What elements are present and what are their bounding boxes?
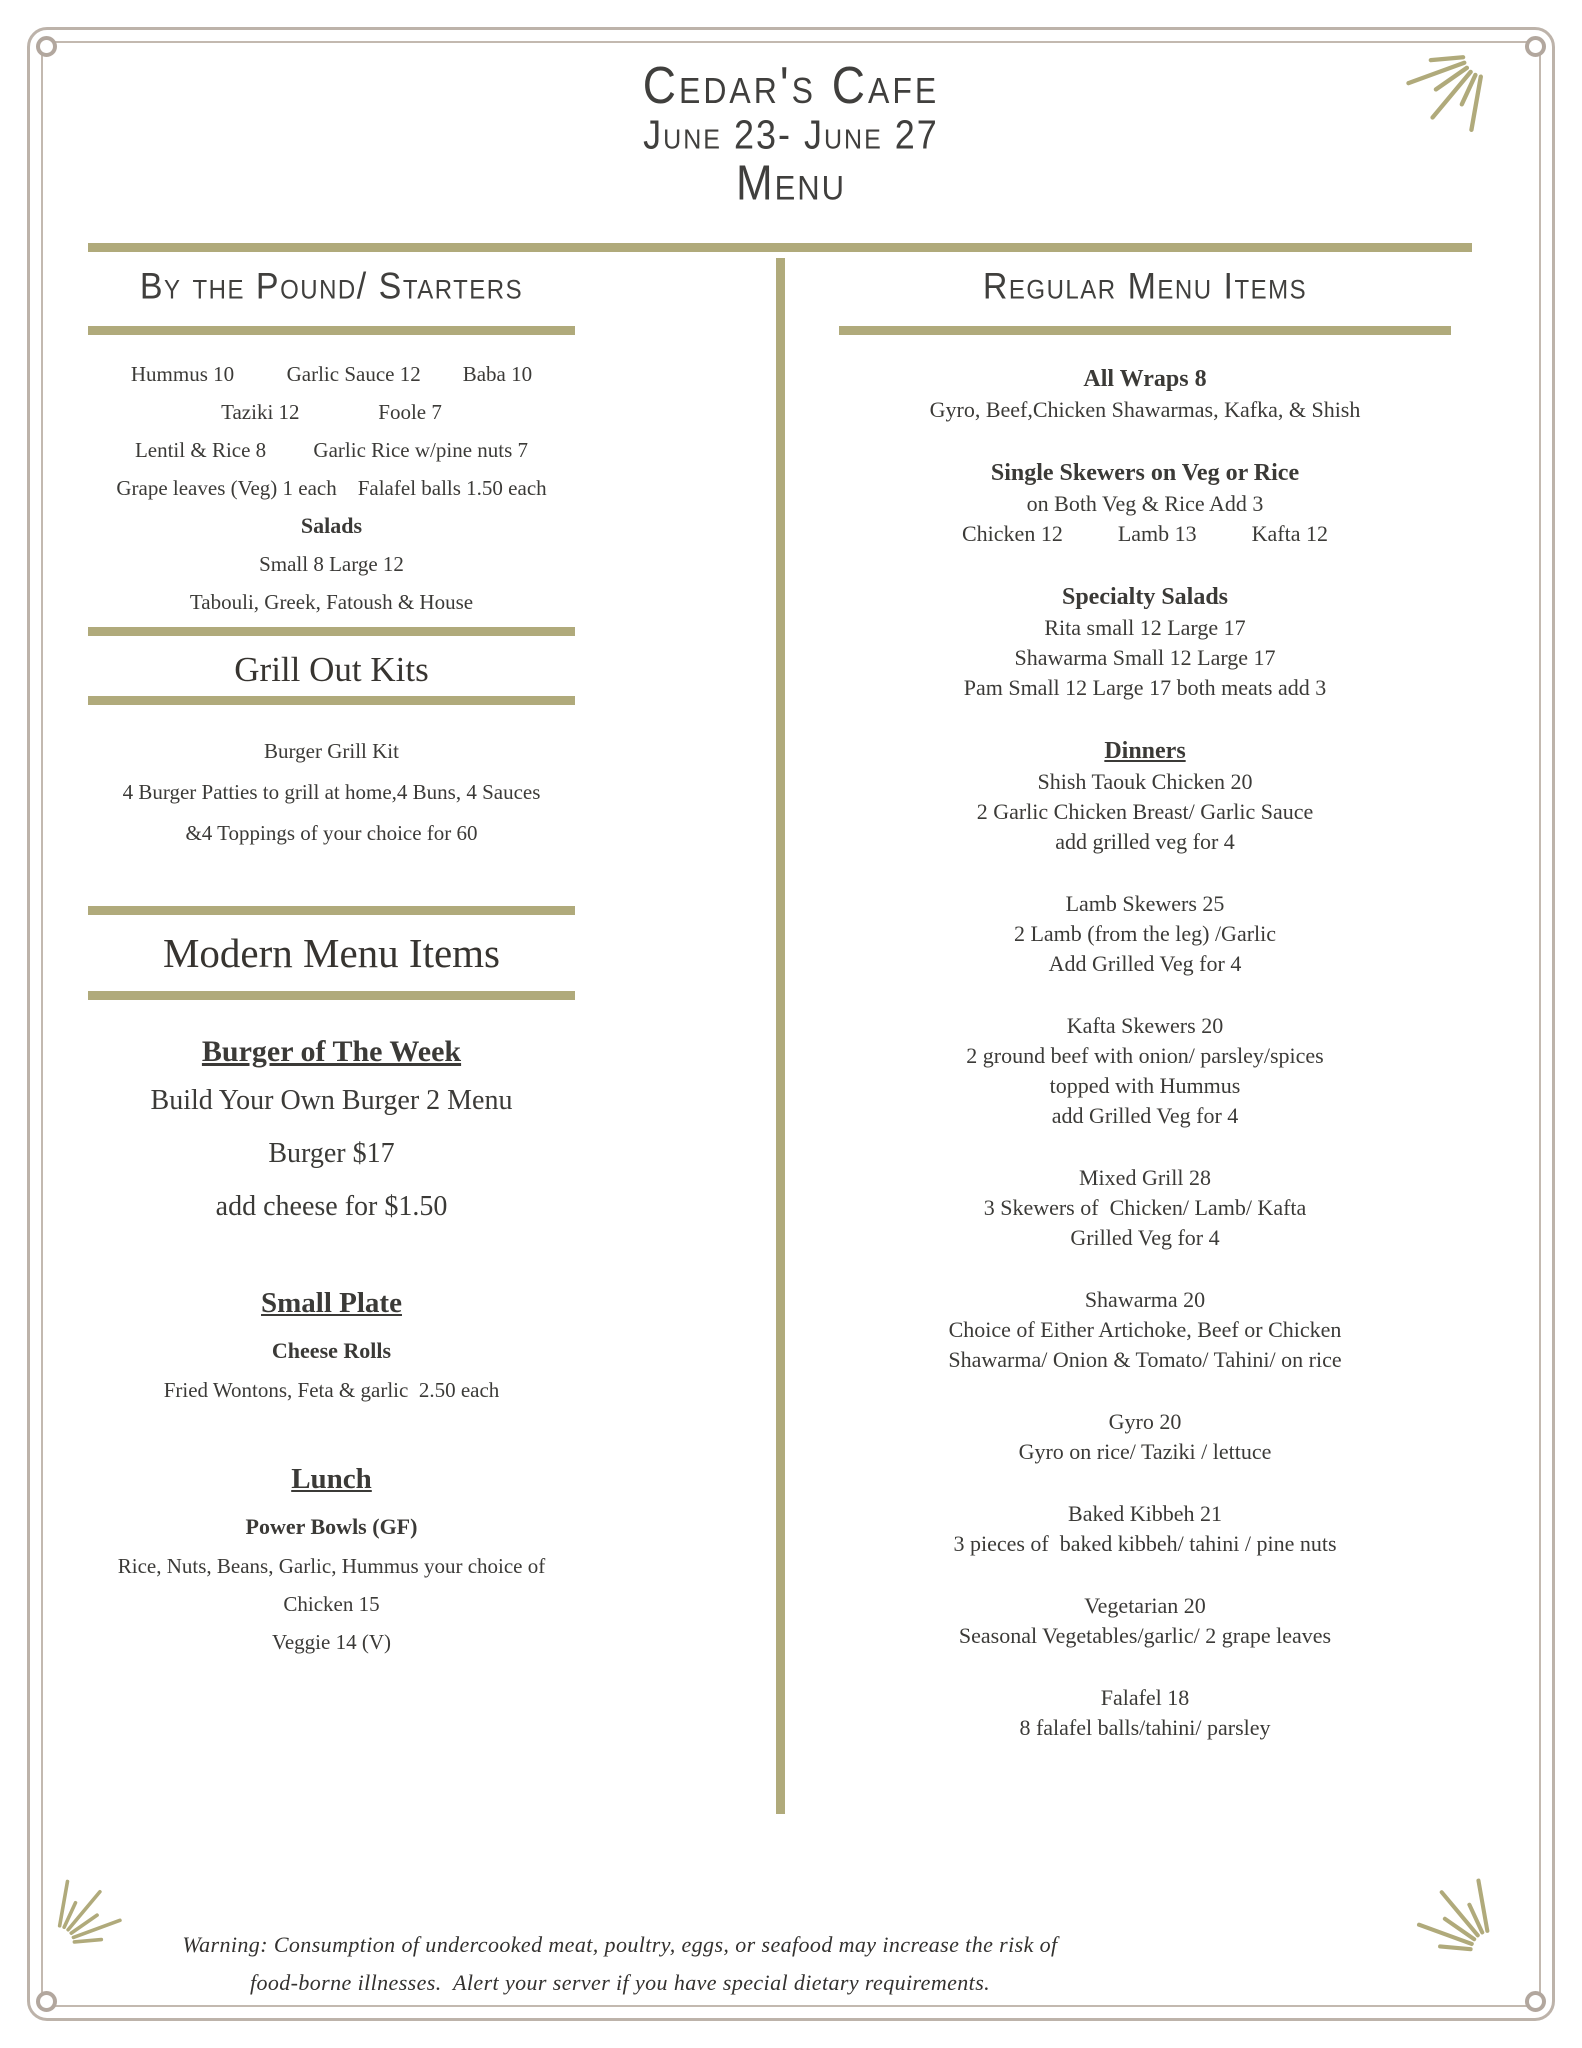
menu-line: Tabouli, Greek, Fatoush & House: [189, 590, 474, 614]
dinner-name: Vegetarian 20: [1084, 1593, 1206, 1618]
menu-line: Burger Grill Kit: [264, 739, 399, 763]
dinner-name: Shawarma 20: [1084, 1287, 1206, 1312]
dinner-name: Mixed Grill 28: [1079, 1165, 1211, 1190]
menu-line: Hummus 10 Garlic Sauce 12 Baba 10: [130, 362, 533, 386]
menu-line: add Grilled Veg for 4: [1051, 1103, 1239, 1128]
menu-line: add cheese for $1.50: [215, 1191, 448, 1222]
menu-line: Gyro, Beef,Chicken Shawarmas, Kafka, & Shish: [929, 397, 1361, 422]
menu-line: Choice of Either Artichoke, Beef or Chicken: [948, 1317, 1342, 1342]
menu-header: [0, 55, 1582, 211]
section-header-starters: By the Pound/ Starters: [139, 265, 524, 308]
burger-of-the-week-title: Burger of The Week: [201, 1035, 462, 1068]
dinner-item: [793, 1011, 1497, 1131]
menu-line: Gyro on rice/ Taziki / lettuce: [1018, 1439, 1272, 1464]
menu-line: 2 Lamb (from the leg) /Garlic: [1013, 921, 1277, 946]
lunch-title: Lunch: [291, 1463, 372, 1495]
menu-line: on Both Veg & Rice Add 3: [1026, 491, 1264, 516]
dinner-item: [793, 1591, 1497, 1651]
menu-line: topped with Hummus: [1049, 1073, 1241, 1098]
regular-menu-section: [793, 335, 1497, 1743]
menu-line: Seasonal Vegetables/garlic/ 2 grape leaves: [958, 1623, 1332, 1648]
dinner-item: [793, 889, 1497, 979]
small-plate-title: Small Plate: [261, 1287, 402, 1319]
left-column: [88, 262, 575, 1661]
menu-line: add grilled veg for 4: [1055, 829, 1235, 854]
menu-group-specialty-salads: [793, 581, 1497, 703]
menu-line: Shawarma Small 12 Large 17: [1014, 645, 1276, 670]
date-range: June 23- June 27: [643, 111, 939, 158]
divider-bar: [88, 627, 575, 636]
divider-bar: [88, 906, 575, 915]
menu-line: 3 pieces of baked kibbeh/ tahini / pine nuts: [953, 1531, 1337, 1556]
dinner-name: Shish Taouk Chicken 20: [1037, 769, 1253, 794]
dinner-item: [793, 1163, 1497, 1253]
dinner-item: [793, 1407, 1497, 1467]
menu-line: Rita small 12 Large 17: [1044, 615, 1246, 640]
modern-menu-items-title: Modern Menu Items: [162, 930, 501, 976]
menu-group-single-skewers: [793, 457, 1497, 549]
menu-line: Grilled Veg for 4: [1070, 1225, 1220, 1250]
column-divider-bar: [776, 258, 785, 1814]
group-title: Specialty Salads: [1061, 584, 1229, 610]
dinner-name: Kafta Skewers 20: [1066, 1013, 1224, 1038]
warning-line: Warning: Consumption of undercooked meat, poultry, eggs, or seafood may increase the risk of: [182, 1932, 1058, 1957]
menu-line: 3 Skewers of Chicken/ Lamb/ Kafta: [983, 1195, 1307, 1220]
cheese-rolls-subtitle: Cheese Rolls: [271, 1338, 392, 1363]
salads-title: Salads: [300, 513, 363, 538]
menu-line: Burger $17: [268, 1138, 395, 1169]
menu-line: Fried Wontons, Feta & garlic 2.50 each: [163, 1378, 500, 1402]
footer-warning: [90, 1926, 1150, 2002]
menu-line: Small 8 Large 12: [259, 552, 404, 576]
dinner-item: [793, 1499, 1497, 1559]
corner-ornament-icon: [36, 1991, 57, 2012]
warning-line: food-borne illnesses. Alert your server if you have special dietary requirements.: [249, 1970, 991, 1995]
dinner-item: [793, 767, 1497, 857]
sunburst-icon: [1394, 1854, 1496, 1956]
menu-line: 2 Garlic Chicken Breast/ Garlic Sauce: [976, 799, 1314, 824]
menu-line: Pam Small 12 Large 17 both meats add 3: [963, 675, 1327, 700]
restaurant-name: Cedar's Cafe: [642, 55, 940, 115]
group-title: Single Skewers on Veg or Rice: [990, 460, 1300, 486]
dinner-name: Baked Kibbeh 21: [1068, 1501, 1222, 1526]
grill-out-kits-section: [88, 705, 575, 854]
menu-line: &4 Toppings of your choice for 60: [185, 821, 478, 845]
divider-bar: [88, 991, 575, 1000]
menu-line: Chicken 12 Lamb 13 Kafta 12: [962, 521, 1328, 546]
grill-out-kits-title: Grill Out Kits: [234, 650, 429, 689]
menu-line: 8 falafel balls/tahini/ parsley: [1019, 1715, 1271, 1740]
divider-bar: [88, 243, 1472, 252]
menu-line: Grape leaves (Veg) 1 each Falafel balls 1.50 each: [116, 476, 547, 500]
section-header-regular: Regular Menu Items: [982, 265, 1308, 308]
divider-bar: [88, 696, 575, 705]
menu-line: Lentil & Rice 8 Garlic Rice w/pine nuts 7: [134, 438, 529, 462]
starters-section: [88, 335, 575, 621]
menu-group-all-wraps: [793, 363, 1497, 425]
group-title: All Wraps 8: [1083, 366, 1207, 392]
menu-line: Veggie 14 (V): [272, 1630, 391, 1654]
menu-line: Chicken 15: [283, 1592, 380, 1616]
dinner-name: Lamb Skewers 25: [1065, 891, 1225, 916]
menu-line: Shawarma/ Onion & Tomato/ Tahini/ on rice: [948, 1347, 1342, 1372]
dinner-item: [793, 1683, 1497, 1743]
menu-title: Menu: [735, 156, 847, 211]
menu-line: 2 ground beef with onion/ parsley/spices: [966, 1043, 1324, 1068]
menu-line: 4 Burger Patties to grill at home,4 Buns, 4 Sauces: [122, 780, 541, 804]
dinner-name: Gyro 20: [1108, 1409, 1182, 1434]
dinner-item: [793, 1285, 1497, 1375]
dinners-title: Dinners: [1104, 738, 1186, 764]
dinner-name: Falafel 18: [1100, 1685, 1190, 1710]
power-bowls-subtitle: Power Bowls (GF): [245, 1514, 418, 1539]
menu-line: Taziki 12 Foole 7: [221, 400, 442, 424]
menu-line: Add Grilled Veg for 4: [1048, 951, 1242, 976]
menu-line: Rice, Nuts, Beans, Garlic, Hummus your choice of: [117, 1554, 546, 1578]
menu-line: Build Your Own Burger 2 Menu: [150, 1085, 513, 1116]
corner-ornament-icon: [1525, 1991, 1546, 2012]
right-column: [793, 262, 1497, 1775]
